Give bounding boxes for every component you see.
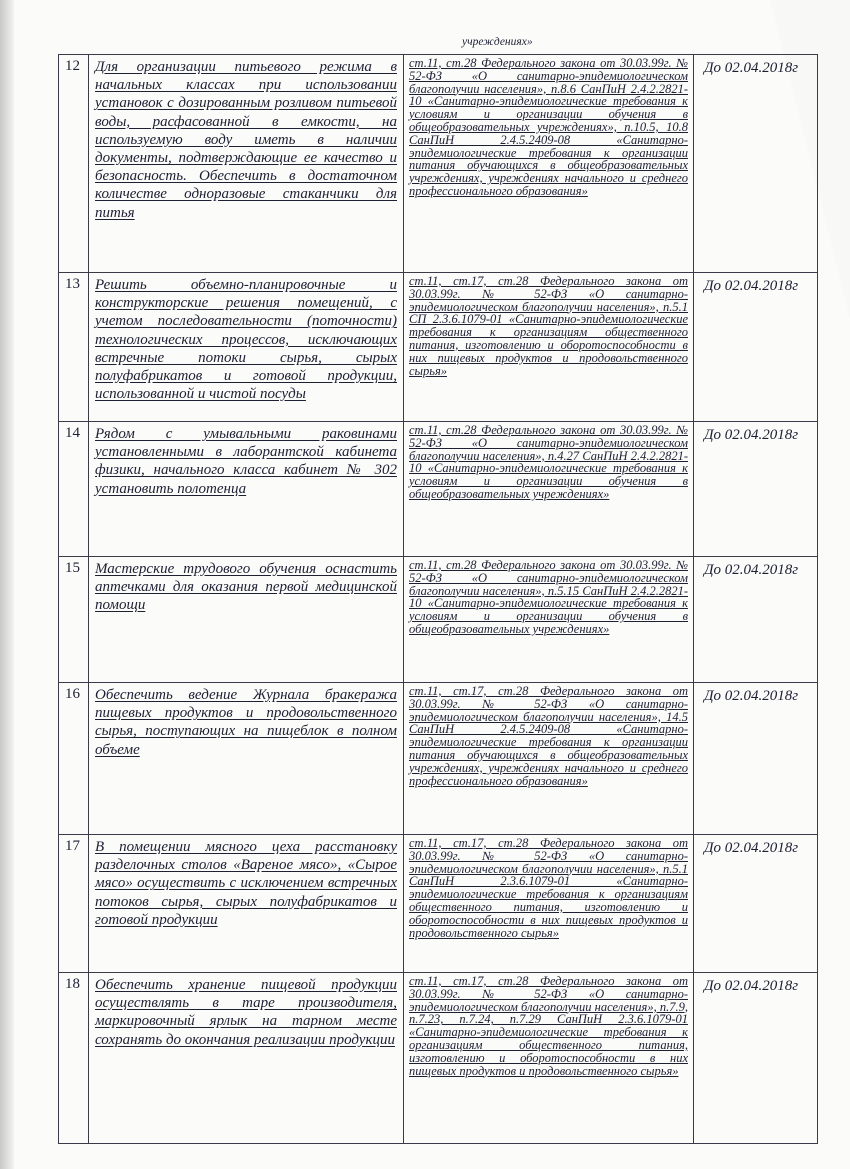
requirement-text: Решить объемно-планировочные и конструкторские решения помещений, с учетом последовательности (поточности) технологических процессов, исключающих встречные потоки сырья, сырых полуфабрикатов и готовой продукции, использованной и чистой посуды [95,277,397,403]
row-number: 14 [59,422,89,556]
row-number: 16 [59,683,89,834]
deadline: До 02.04.2018г [704,562,799,578]
legal-basis-cell [404,683,694,834]
legal-basis-text: ст.11, ст.28 Федерального закона от 30.03.99г. № 52-ФЗ «О санитарно-эпидемиологическом благополучии населения», п.5.15 СанПиН 2.4.2.2821-10 «Санитарно-эпидемиологические требования к условиям и организации обучения в общеобразовательных учреждениях» [409,558,688,636]
table-row [58,556,818,682]
requirement-cell [89,273,404,421]
legal-basis-text: ст.11, ст.17, ст.28 Федерального закона от 30.03.99г. № 52-ФЗ «О санитарно-эпидемиологическом благополучии населения», п.5.1 СанПиН 2.3.6.1079-01 «Санитарно-эпидемиологические требования к организациям общественного питания, изготовлению и оборотоспособности в них пищевых продуктов и продовольственного сырья» [409,836,688,940]
requirement-cell [89,422,404,556]
deadline: До 02.04.2018г [704,688,799,704]
table-row [58,834,818,972]
requirement-text: Мастерские трудового обучения оснастить аптечками для оказания первой медицинской помощи [95,561,397,614]
requirement-text: Обеспечить ведение Журнала бракеража пищевых продуктов и продовольственного сырья, поступающих на пищеблок в полном объеме [95,687,397,758]
legal-basis-cell [404,973,694,1143]
legal-basis-cell [404,55,694,272]
requirement-text: Обеспечить хранение пищевой продукции осуществлять в таре производителя, маркировочный ярлык на тарном месте сохранять до окончания реализации продукции [95,977,397,1048]
deadline: До 02.04.2018г [704,278,799,294]
legal-basis-cell [404,835,694,972]
legal-basis-text: ст.11, ст.28 Федерального закона от 30.03.99г. № 52-ФЗ «О санитарно-эпидемиологическом благополучии населения», п.4.27 СанПиН 2.4.2.2821-10 «Санитарно-эпидемиологические требования к условиям и организации обучения в общеобразовательных учреждениях» [409,423,688,501]
deadline: До 02.04.2018г [704,427,799,443]
legal-basis-text: ст.11, ст.17, ст.28 Федерального закона от 30.03.99г. № 52-ФЗ «О санитарно-эпидемиологическом благополучии населения», п.7.9, п.7.23, п.7.24, п.7.29 СанПиН 2.3.6.1079-01 «Санитарно-эпидемиологические требования к организациям общественного питания, изготовлению и оборотоспособности в них пищевых продуктов и продовольственного сырья» [409,974,688,1078]
table-row [58,272,818,421]
table-row [58,682,818,834]
row-number: 13 [59,273,89,421]
legal-basis-text: ст.11, ст.28 Федерального закона от 30.03.99г. № 52-ФЗ «О санитарно-эпидемиологическом благополучии населения», п.8.6 СанПиН 2.4.2.2821-10 «Санитарно-эпидемиологические требования к условиям и организации обучения в общеобразовательных учреждениях», п.10.5, 10.8 СанПиН 2.4.5.2409-08 «Санитарно-эпидемиологические требования к организации питания обучающихся в общеобразовательных учреждениях, учреждениях начального и среднего профессионального образования» [409,56,688,198]
deadline: До 02.04.2018г [704,60,799,76]
scan-edge-shadow [0,0,14,1169]
table-row [58,421,818,556]
table-row [58,972,818,1144]
legal-basis-text: ст.11, ст.17, ст.28 Федерального закона от 30.03.99г. № 52-ФЗ «О санитарно-эпидемиологическом благополучии населения», 14.5 СанПиН 2.4.5.2409-08 «Санитарно-эпидемиологические требования к организации питания обучающихся в общеобразовательных учреждениях, учреждениях начального и среднего профессионального образования» [409,684,688,788]
deadline: До 02.04.2018г [704,978,799,994]
requirement-cell [89,557,404,682]
requirement-cell [89,973,404,1143]
row-number: 18 [59,973,89,1143]
requirement-cell [89,835,404,972]
table-row [58,54,818,272]
requirement-text: Рядом с умывальными раковинами установленными в лаборантской кабинета физики, начального класса кабинет № 302 установить полотенца [95,426,397,497]
row-number: 15 [59,557,89,682]
legal-basis-cell [404,273,694,421]
previous-row-fragment: учреждениях» [462,36,533,48]
legal-basis-cell [404,422,694,556]
row-number: 12 [59,55,89,272]
requirement-cell [89,55,404,272]
requirement-text: Для организации питьевого режима в начальных классах при использовании установок с дозированным розливом питьевой воды, расфасованной в емкости, на используемую воду иметь в наличии документы, подтверждающие ее качество и безопасность. Обеспечить в достаточном количестве одноразовые стаканчики для питья [95,59,397,221]
row-number: 17 [59,835,89,972]
requirement-text: В помещении мясного цеха расстановку разделочных столов «Вареное мясо», «Сырое мясо» осуществить с исключением встречных потоков сырья, сырых полуфабрикатов и готовой продукции [95,839,397,928]
legal-basis-text: ст.11, ст.17, ст.28 Федерального закона от 30.03.99г. № 52-ФЗ «О санитарно-эпидемиологическом благополучии населения», п.5.1 СП 2.3.6.1079-01 «Санитарно-эпидемиологические требования к организациям общественного питания, изготовлению и оборотоспособности в них пищевых продуктов и продовольственного сырья» [409,274,688,378]
deadline: До 02.04.2018г [704,840,799,856]
legal-basis-cell [404,557,694,682]
requirement-cell [89,683,404,834]
